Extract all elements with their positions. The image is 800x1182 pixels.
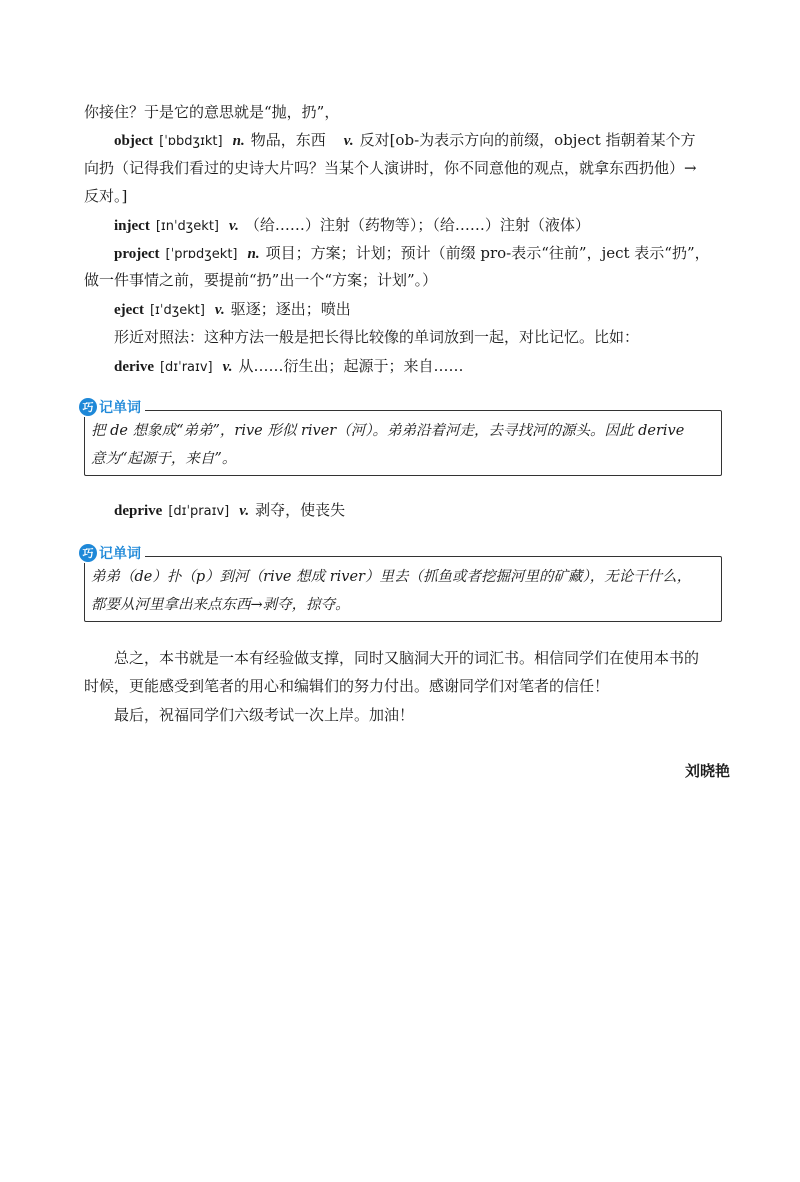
tip-header	[79, 397, 145, 417]
entry-ipa: [ɪnˈdʒekt]	[155, 219, 219, 234]
tip-badge-icon: 巧	[79, 398, 97, 416]
entry-eject	[114, 299, 351, 321]
tip-badge-icon: 巧	[79, 544, 97, 562]
tip-header	[79, 543, 145, 563]
entry-object-line2: 向扔（记得我们看过的史诗大片吗？当某个人演讲时，你不同意他的观点，就拿东西扔他）→	[84, 159, 697, 177]
tip-text-line2: 意为“起源于，来自”。	[91, 451, 237, 467]
entry-inject	[114, 215, 590, 237]
tip-title: 记单词	[99, 400, 141, 416]
entry-ipa: [ˈɒbdʒɪkt]	[159, 134, 223, 149]
entry-ipa: [dɪˈpraɪv]	[168, 504, 230, 519]
entry-ipa: [ˈprɒdʒekt]	[165, 247, 238, 262]
entry-word: inject	[114, 218, 150, 234]
entry-project	[114, 243, 710, 265]
entry-pos: v.	[229, 218, 239, 234]
method-line: 形近对照法：这种方法一般是把长得比较像的单词放到一起，对比记忆。比如：	[114, 328, 640, 346]
entry-deprive	[114, 500, 345, 522]
conclusion-line3: 最后，祝福同学们六级考试一次上岸。加油！	[114, 706, 415, 724]
entry-definition: 驱逐；逐出；喷出	[230, 300, 351, 318]
entry-definition: （给……）注射（药物等）；（给……）注射（液体）	[244, 216, 590, 234]
entry-definition: 物品，东西	[250, 131, 326, 149]
conclusion-line2: 时候，更能感受到笔者的用心和编辑们的努力付出。感谢同学们对笔者的信任！	[84, 677, 610, 695]
entry-pos: n.	[232, 133, 245, 149]
entry-definition: 剥夺，使丧失	[255, 501, 346, 519]
entry-definition: 反对[ob-为表示方向的前缀，object 指朝着某个方	[359, 131, 696, 149]
entry-pos: v.	[214, 302, 225, 318]
entry-object-line3: 反对。]	[84, 187, 128, 205]
entry-word: project	[114, 246, 160, 262]
entry-word: object	[114, 133, 154, 149]
entry-pos: v.	[239, 503, 250, 519]
tip-text-line1: 弟弟（de）扑（p）到河（rive 想成 river）里去（抓鱼或者挖掘河里的矿藏），无论干什么，	[91, 569, 692, 585]
tip-text-line1: 把 de 想象成“弟弟”，rive 形似 river（河）。弟弟沿着河走，去寻找河的源头。因此 derive	[91, 423, 685, 439]
entry-definition: 从……衍生出；起源于；来自……	[238, 357, 464, 375]
entry-pos: v.	[222, 359, 233, 375]
tip-box	[82, 400, 722, 476]
tip-title: 记单词	[99, 546, 141, 562]
entry-project-line2: 做一件事情之前，要提前“扔”出一个“方案；计划”。）	[84, 271, 438, 289]
entry-derive	[114, 356, 464, 378]
entry-pos: v.	[343, 133, 354, 149]
entry-word: eject	[114, 302, 144, 318]
entry-pos: n.	[247, 246, 260, 262]
entry-word: deprive	[114, 503, 163, 519]
entry-definition: 项目；方案；计划；预计（前缀 pro-表示“往前”，ject 表示“扔”，	[265, 244, 710, 262]
author-signature: 刘晓艳	[684, 762, 730, 780]
intro-line: 你接住？于是它的意思就是“抛，扔”，	[84, 103, 340, 121]
entry-object	[114, 130, 696, 152]
tip-text-line2: 都要从河里拿出来点东西→剥夺，掠夺。	[91, 597, 350, 613]
entry-word: derive	[114, 359, 154, 375]
tip-box	[82, 546, 722, 622]
conclusion-line1: 总之，本书就是一本有经验做支撑，同时又脑洞大开的词汇书。相信同学们在使用本书的	[114, 649, 700, 667]
entry-ipa: [ɪˈdʒekt]	[149, 303, 205, 318]
entry-ipa: [dɪˈraɪv]	[159, 360, 213, 375]
